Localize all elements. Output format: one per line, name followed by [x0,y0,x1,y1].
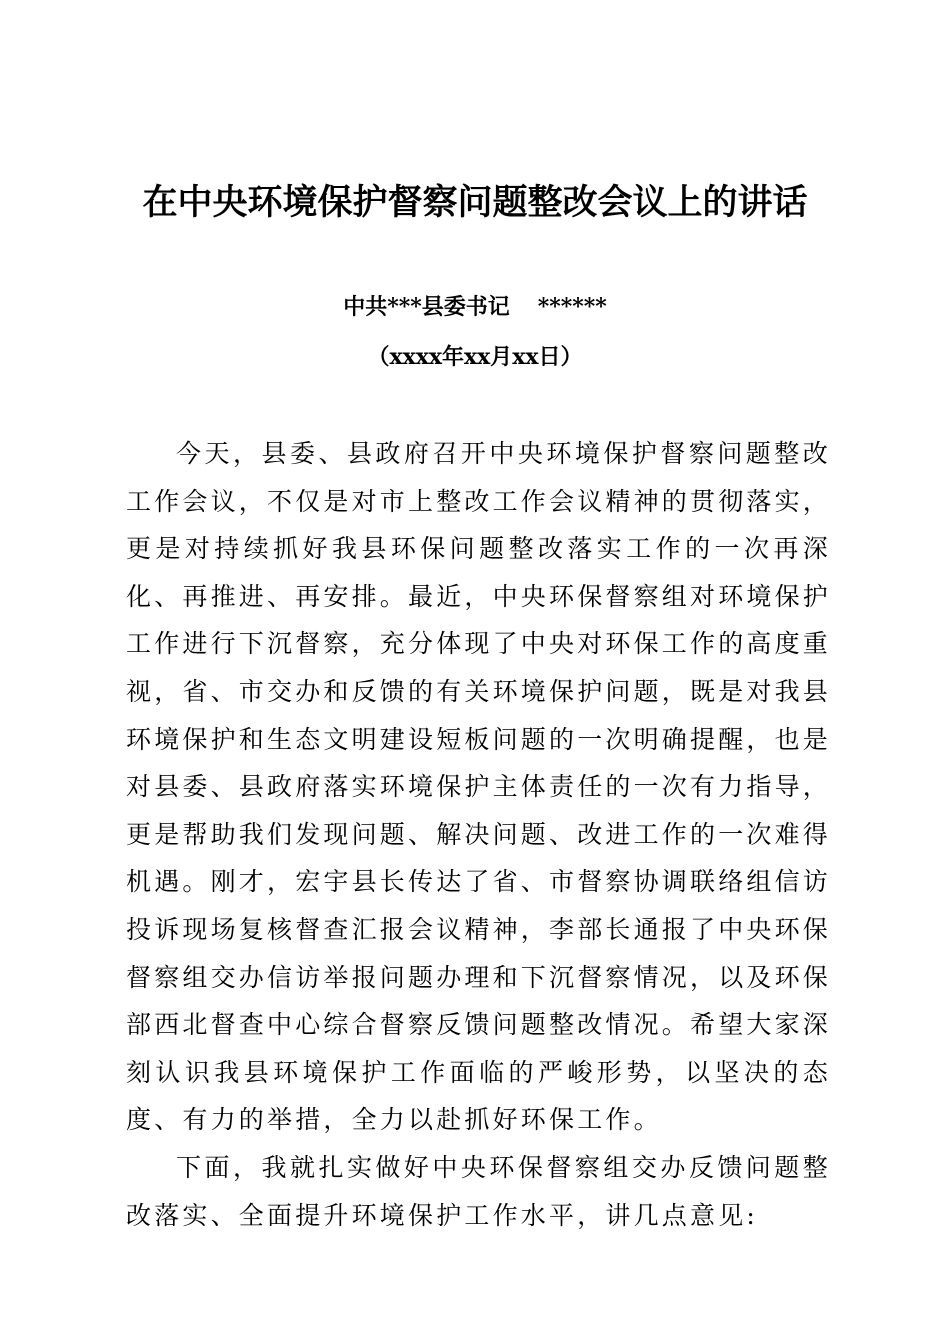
paragraph-2: 下面，我就扎实做好中央环保督察组交办反馈问题整改落实、全面提升环境保护工作水平，讲几点意见: [126,1152,831,1230]
author-line [0,290,950,324]
document-title: 在中央环境保护督察问题整改会议上的讲话 [142,182,808,223]
author-name: ****** [537,294,607,320]
paragraph-1: 今天，县委、县政府召开中央环境保护督察问题整改工作会议，不仅是对市上整改工作会议精神的贯彻落实，更是对持续抓好我县环保问题整改落实工作的一次再深化、再推进、再安排。最近，中央环保督察组对环境保护工作进行下沉督察，充分体现了中央对环保工作的高度重视，省、市交办和反馈的有关环境保护问题，既是对我县环境保护和生态文明建设短板问题的一次明确提醒，也是对县委、县政府落实环境保护主体责任的一次有力指导，更是帮助我们发现问题、解决问题、改进工作的一次难得机遇。刚才，宏宇县长传达了省、市督察协调联络组信访投诉现场复核督查汇报会议精神，李部长通报了中央环保督察组交办信访举报问题办理和下沉督察情况，以及环保部西北督查中心综合督察反馈问题整改情况。希望大家深刻认识我县环境保护工作面临的严峻形势，以坚决的态度、有力的举措，全力以赴抓好环保工作。 [126,439,832,1135]
document-date: （xxxx年xx月xx日） [367,344,583,370]
author-org: 中共***县委书记 [343,294,510,320]
document-body [126,430,831,1239]
